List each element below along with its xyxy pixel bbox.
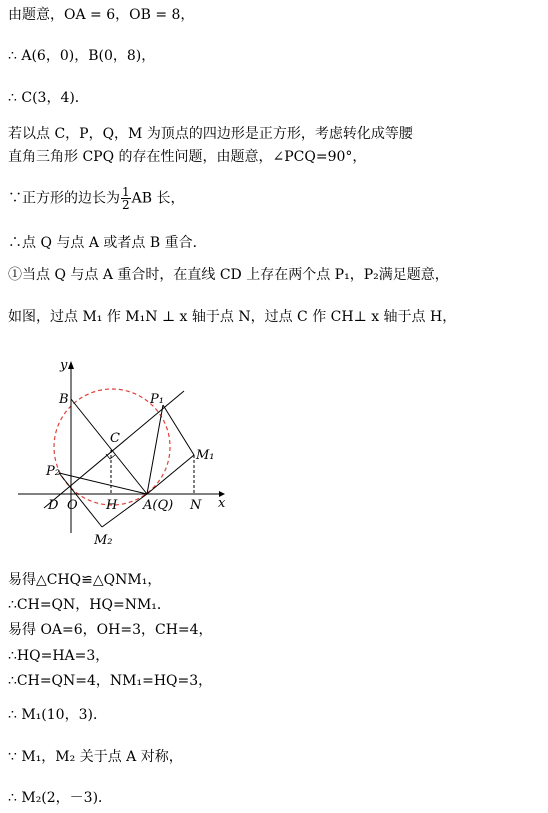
fraction-denominator: 2 [122,198,130,212]
label-b: B [59,392,69,407]
segment-p2m2 [59,473,102,527]
line-10: 易得△CHQ≌△QNM₁， [8,572,162,588]
line-6 [8,186,185,211]
fraction-half [121,186,131,211]
label-p2: P₂ [46,464,60,479]
label-m1: M₁ [196,448,215,463]
line-13: ∴HQ=HA=3， [8,648,110,664]
line-5: 直角三角形 CPQ 的存在性问题，由题意，∠PCQ=90°， [8,149,367,165]
label-p1: P₁ [150,392,164,407]
segment-ap1 [147,405,163,494]
line-16: ∵ M₁，M₂ 关于点 A 对称， [8,749,183,765]
segment-m1a [147,455,194,494]
label-aq: A(Q) [143,498,174,513]
line-12: 易得 OA=6，OH=3，CH=4， [8,622,213,638]
line-cd [44,391,184,508]
label-m2: M₂ [94,533,113,548]
line-14: ∴CH=QN=4，NM₁=HQ=3， [8,673,213,689]
line-4: 若以点 C，P，Q，M 为顶点的四边形是正方形，考虑转化成等腰 [8,126,413,142]
line-9: 如图，过点 M₁ 作 M₁N ⊥ x 轴于点 N，过点 C 作 CH⊥ x 轴于点 H， [8,309,457,325]
geometry-figure [14,355,234,550]
y-axis-arrow [68,361,74,369]
fraction-numerator: 1 [122,185,130,199]
label-x: x [218,496,226,511]
segment-ab [71,399,147,494]
line-11: ∴CH=QN，HQ=NM₁． [8,597,171,613]
label-c: C [110,431,120,446]
line-6-a: ∵正方形的边长为 [8,190,120,207]
label-h: H [106,498,118,513]
line-2: ∴ A(6，0)，B(0，8)， [8,48,156,64]
segment-p2a [59,473,147,494]
line-6-b: AB 长， [131,190,185,207]
line-8: ①当点 Q 与点 A 重合时，在直线 CD 上存在两个点 P₁，P₂满足题意， [8,267,449,283]
label-n: N [190,498,202,513]
line-1: 由题意，OA = 6，OB = 8， [8,7,195,23]
label-y: y [60,358,68,373]
line-3: ∴ C(3，4)． [8,90,89,106]
label-d: D [48,498,59,513]
line-15: ∴ M₁(10，3)． [8,707,107,723]
label-o: O [67,498,78,513]
line-7: ∴点 Q 与点 A 或者点 B 重合． [8,235,207,251]
line-17: ∴ M₂(2，－3)． [8,790,113,806]
